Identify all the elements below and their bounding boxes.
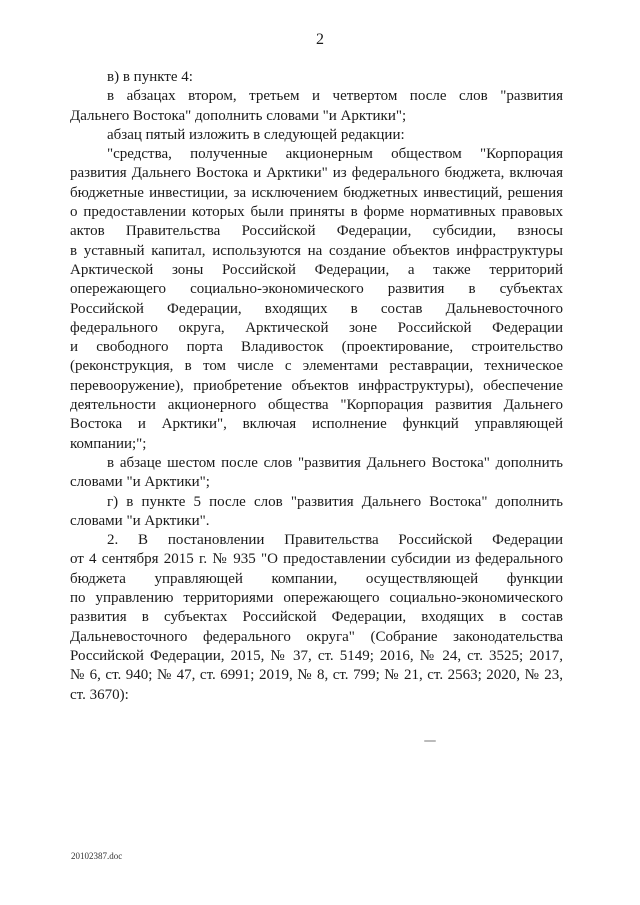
text-line: Арктической зоны Российской Федерации, а также территорий <box>70 261 563 278</box>
text-line: Российской Федерации, 2015, № 37, ст. 5149; 2016, № 24, ст. 3525; 2017, <box>70 647 563 664</box>
text-line: от 4 сентября 2015 г. № 935 "О предоставлении субсидии из федерального <box>70 551 563 568</box>
text-line: № 6, ст. 940; № 47, ст. 6991; 2019, № 8, ст. 799; № 21, ст. 2563; 2020, № 23, <box>70 667 563 684</box>
footer-filename: 20102387.doc <box>71 851 123 861</box>
text-line: в уставный капитал, используются на создание объектов инфраструктуры <box>70 242 563 259</box>
text-line: Дальнего Востока" дополнить словами "и Арктики"; <box>70 107 407 124</box>
text-line: компании;"; <box>70 435 147 452</box>
text-line: бюджетные инвестиции, за исключением бюджетных инвестиций, решения <box>70 184 563 201</box>
text-line: абзац пятый изложить в следующей редакции: <box>107 126 405 143</box>
text-line: в абзаце шестом после слов "развития Дальнего Востока" дополнить <box>107 454 563 471</box>
text-line: в) в пункте 4: <box>107 69 193 85</box>
text-line: г) в пункте 5 после слов "развития Дальнего Востока" дополнить <box>107 493 563 510</box>
page-number: 2 <box>316 31 324 48</box>
text-line: 2. В постановлении Правительства Российской Федерации <box>107 532 563 549</box>
text-line: Востока и Арктики", включая исполнение функций управляющей <box>70 416 563 433</box>
text-line: Дальневосточного федерального округа" (Собрание законодательства <box>70 628 563 645</box>
text-line: о предоставлении которых были приняты в форме нормативных правовых <box>70 204 563 221</box>
text-line: опережающего социально-экономического развития в субъектах <box>70 281 563 298</box>
document-body <box>70 68 563 705</box>
scan-artifact-mark <box>424 740 436 742</box>
text-line: словами "и Арктики". <box>70 512 210 529</box>
text-line: бюджета управляющей компании, осуществляющей функции <box>70 570 563 587</box>
text-line: развития Дальнего Востока и Арктики" из федерального бюджета, включая <box>70 165 563 182</box>
text-line: Российской Федерации, входящих в состав Дальневосточного <box>70 300 563 317</box>
text-line: развития в субъектах Российской Федерации, входящих в состав <box>70 609 563 626</box>
text-line: актов Правительства Российской Федерации, субсидии, взносы <box>70 223 563 240</box>
text-line: по управлению территориями опережающего социально-экономического <box>70 590 563 607</box>
text-line: перевооружение), приобретение объектов инфраструктуры), обеспечение <box>70 377 563 394</box>
text-line: федерального округа, Арктической зоне Российской Федерации <box>70 319 563 336</box>
text-line: "средства, полученные акционерным обществом "Корпорация <box>107 146 563 163</box>
text-line: деятельности акционерного общества "Корпорация развития Дальнего <box>70 397 563 414</box>
text-line: в абзацах втором, третьем и четвертом после слов "развития <box>107 88 563 105</box>
text-line: и свободного порта Владивосток (проектирование, строительство <box>70 339 563 356</box>
text-line: словами "и Арктики"; <box>70 474 210 491</box>
text-line: (реконструкция, в том числе с элементами реставрации, техническое <box>70 358 563 375</box>
text-line: ст. 3670): <box>70 686 129 703</box>
